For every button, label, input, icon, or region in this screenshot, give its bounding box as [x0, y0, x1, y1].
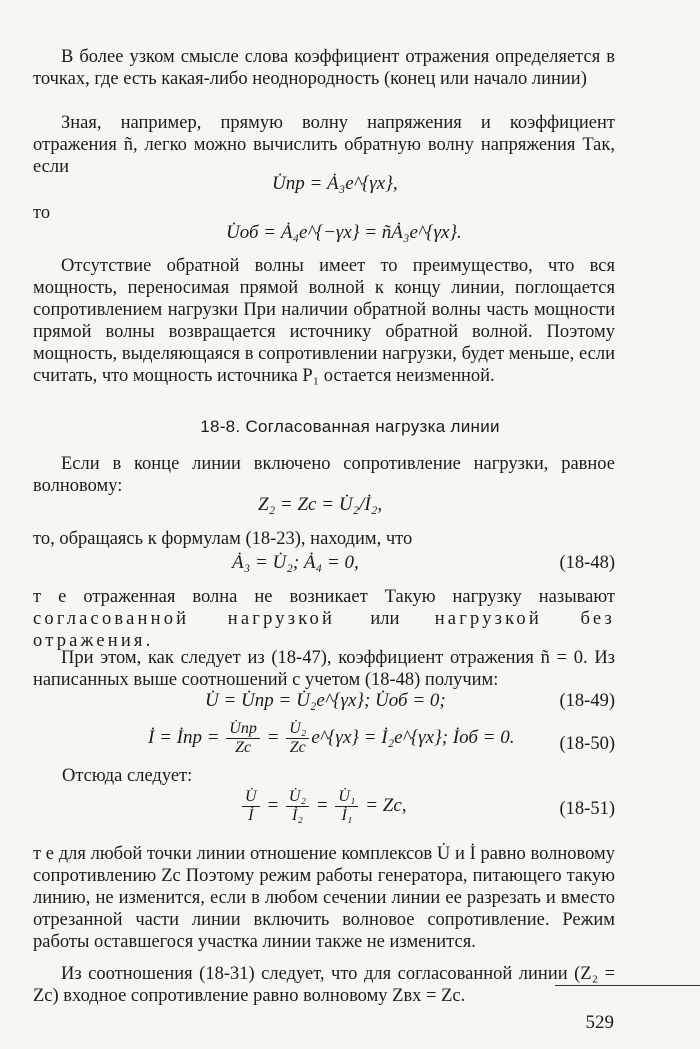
- fraction: [242, 788, 260, 825]
- formula-load-impedance: Z₂ = Zc = U̇₂/İ₂,: [258, 494, 383, 515]
- fraction-denominator: İ₁: [341, 807, 353, 824]
- text-run: т е отраженная волна не возникает Такую нагрузку называют: [33, 587, 615, 607]
- paragraph-input-impedance: Из соотношения (18-31) следует, что для согласованной линии (Z₂ = Zc) входное сопротивление равно волновому Zвх = Zc.: [33, 964, 615, 1006]
- formula-part: = Zc,: [360, 794, 407, 816]
- formula-amplitudes: Ȧ₃ = U̇₂; Ȧ₄ = 0,: [232, 552, 359, 573]
- formula-part: e^{γx} = İ₂e^{γx}; İоб = 0.: [311, 726, 515, 748]
- page-number: 529: [585, 1012, 614, 1033]
- fraction-denominator: Zc: [235, 739, 252, 756]
- formula-backward-voltage: U̇об = Ȧ₄e^{−γx} = ñȦ₃e^{γx}.: [226, 222, 462, 243]
- fraction-numerator: U̇₂: [286, 720, 309, 739]
- paragraph-formulas-ref: то, обращаясь к формулам (18-23), находим, что: [33, 529, 413, 549]
- fraction-numerator: U̇₁: [335, 788, 358, 807]
- paragraph-matched-load-intro: Если в конце линии включено сопротивление нагрузки, равное волновому:: [33, 454, 615, 496]
- paragraph-reflection-zero: При этом, как следует из (18-47), коэффициент отражения ñ = 0. Из написанных выше соотношений с учетом (18-48) получим:: [33, 648, 615, 690]
- paragraph-matched-load-definition: [33, 586, 615, 652]
- text-run: или: [335, 609, 435, 629]
- word-to: то: [33, 203, 51, 223]
- equation-number-18-49: (18-49): [559, 691, 615, 711]
- equation-number-18-48: (18-48): [559, 553, 615, 573]
- fraction-numerator: U̇: [242, 788, 260, 807]
- text-otsyuda: Отсюда следует:: [62, 766, 193, 786]
- formula-voltage-matched: U̇ = U̇пр = U̇₂e^{γx}; U̇об = 0;: [205, 690, 446, 711]
- fraction-denominator: Zc: [289, 739, 306, 756]
- fraction: [286, 720, 309, 757]
- fraction-numerator: U̇пр: [226, 720, 260, 739]
- term-reflectionless-load: нагрузкой без отражения.: [33, 609, 615, 651]
- fraction-denominator: İ₂: [292, 807, 303, 824]
- underline-rule: [555, 985, 700, 986]
- formula-forward-voltage: U̇пр = Ȧ₃e^{γx},: [272, 173, 398, 194]
- paragraph-no-backward-wave: Отсутствие обратной волны имеет то преимущество, что вся мощность, переносимая прямой волной к концу линии, поглощается сопротивлением нагрузки При наличии обратной волны часть мощности прямой волны возвращается источнику обратной волной. Поэтому мощность, выделяющаяся в сопротивлении нагрузки, будет меньше, если считать, что мощность источника P₁ остается неизменной.: [33, 256, 615, 386]
- paragraph-backward-wave: Зная, например, прямую волну напряжения и коэффициент отражения ñ, легко можно вычислить обратную волну напряжения Так, если: [33, 113, 615, 177]
- section-heading: 18-8. Согласованная нагрузка линии: [200, 417, 500, 436]
- paragraph-any-point: т е для любой точки линии отношение комплексов U̇ и İ равно волновому сопротивлению Zc Поэтому режим работы генератора, питающего такую линию, не изменится, если в любом сечении линии ее разрезать и вместо отрезанной части линии включить волновое сопротивление. Режим работы оставшегося участка линии также не изменится.: [33, 844, 615, 952]
- fraction: [286, 788, 309, 825]
- formula-part: İ = İпр =: [148, 726, 225, 748]
- paragraph-reflection-definition: В более узком смысле слова коэффициент отражения определяется в точках, где есть какая-либо неоднородность (конец или начало линии): [33, 47, 615, 89]
- equation-number-18-50: (18-50): [559, 734, 615, 754]
- fraction-denominator: İ: [248, 807, 254, 824]
- fraction: [335, 788, 358, 825]
- fraction-numerator: U̇₂: [286, 788, 309, 807]
- equation-number-18-51: (18-51): [559, 799, 615, 819]
- fraction: [226, 720, 260, 757]
- formula-impedance-ratio: $\frac{U̇}{İ}$ = $\frac{\text{U̇₂}}{\text{İ₂}}$ = $\frac{\text{U̇₁}}{\text{İ₁}}$ = Zc,: [240, 788, 407, 825]
- formula-current-matched: İ = İпр = $\frac{U̇пр}{Zc}$ = $\frac{\text{U̇₂}}{Zc}$ e^{γx} = İ₂e^{γx}; İоб = 0.: [148, 720, 515, 756]
- term-matched-load: согласованной нагрузкой: [33, 609, 336, 629]
